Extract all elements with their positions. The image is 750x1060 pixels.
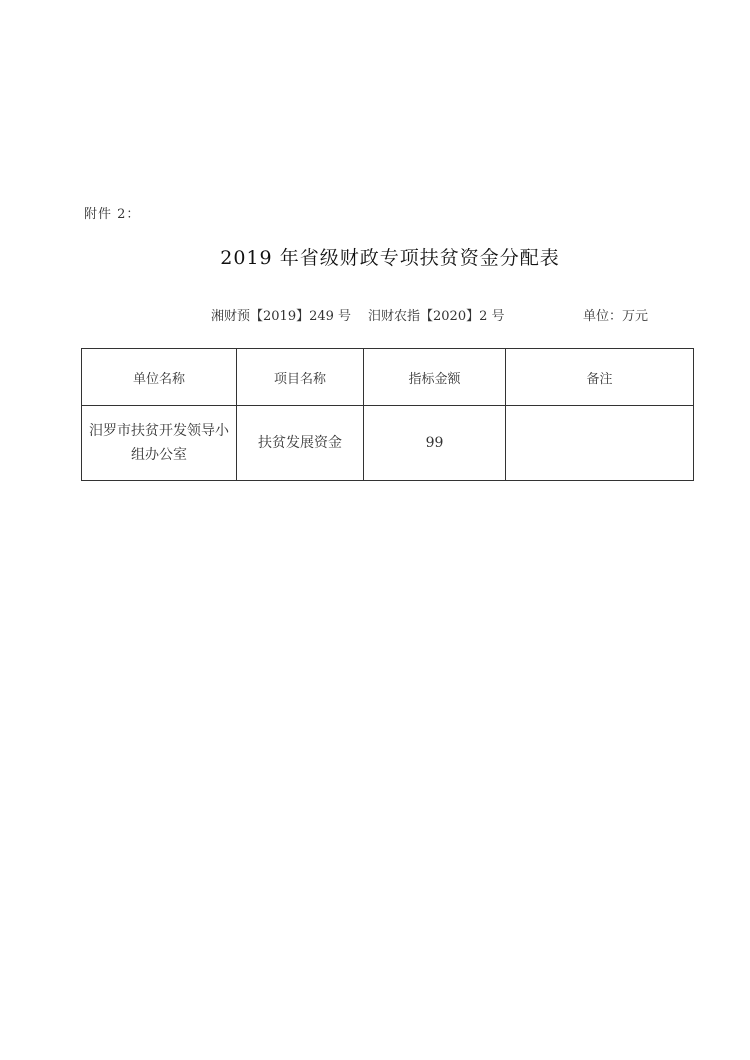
- header-project-name: 项目名称: [237, 349, 364, 406]
- cell-project-name: 扶贫发展资金: [237, 406, 364, 481]
- table-header-row: [82, 349, 694, 406]
- cell-amount: 99: [364, 406, 506, 481]
- document-reference-2: 汨财农指【2020】2 号: [368, 309, 505, 324]
- document-reference-1: 湘财预【2019】249 号: [211, 309, 352, 324]
- table-row: [82, 406, 694, 481]
- allocation-table: [81, 348, 694, 481]
- header-amount: 指标金额: [364, 349, 506, 406]
- cell-unit-name: 汨罗市扶贫开发领导小组办公室: [82, 406, 237, 481]
- page-title: 2019 年省级财政专项扶贫资金分配表: [220, 247, 560, 269]
- header-unit-name: 单位名称: [82, 349, 237, 406]
- attachment-label: 附件 2：: [84, 207, 141, 222]
- header-remarks: 备注: [506, 349, 694, 406]
- unit-note: 单位：万元: [583, 309, 649, 324]
- cell-remarks: [506, 406, 694, 481]
